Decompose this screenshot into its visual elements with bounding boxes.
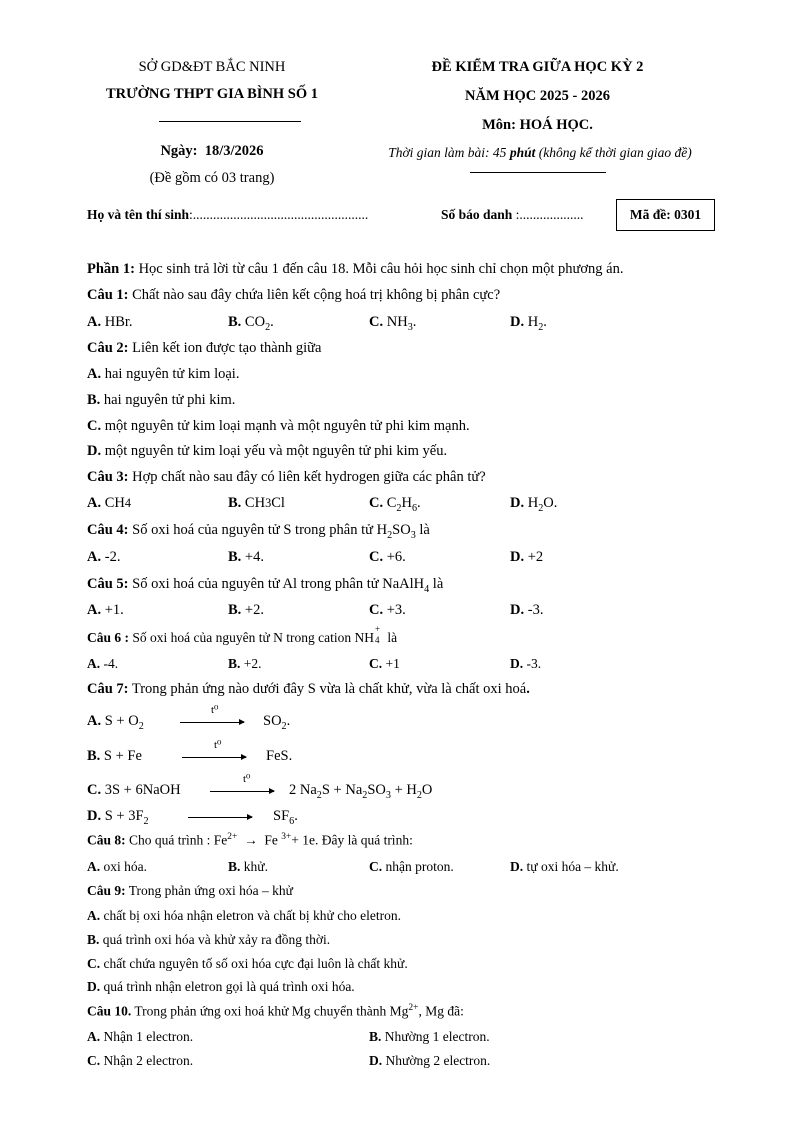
school-name: TRƯỜNG THPT GIA BÌNH SỐ 1	[105, 86, 319, 102]
exam-title: ĐỀ KIỂM TRA GIỮA HỌC KỲ 2	[431, 59, 644, 75]
q7b-product: FeS.	[266, 748, 293, 764]
q2-option-b: B. hai nguyên tử phi kim.	[87, 392, 236, 408]
q4-option-c: C. +6.	[369, 549, 406, 565]
q10-option-c: C. Nhận 2 electron.	[87, 1053, 194, 1068]
q8-option-c: C. nhận proton.	[369, 859, 454, 874]
q2-option-d: D. một nguyên tử kim loại yếu và một nguyên tử phi kim yếu.	[87, 443, 448, 459]
question-6: Câu 6 : Số oxi hoá của nguyên tử N trong cation NH + 4 là	[87, 624, 398, 645]
question-2: Câu 2: Liên kết ion được tạo thành giữa	[87, 340, 322, 356]
subject: Môn: HOÁ HỌC.	[482, 117, 593, 133]
q7a-product: $SO_2$.	[263, 713, 291, 732]
q8-option-d: D. tự oxi hóa – khử.	[510, 859, 619, 874]
q7a-arrow-icon	[180, 722, 244, 723]
question-1: Câu 1: Chất nào sau đây chứa liên kết cộng hoá trị không bị phân cực?	[87, 287, 501, 303]
q7d-arrow-icon	[188, 817, 252, 818]
q5-option-d: D. -3.	[510, 602, 544, 618]
exam-code-box: Mã đề: 0301	[616, 199, 715, 231]
q7-option-d: D. $S + 3F_2$	[87, 808, 149, 827]
question-7: Câu 7: Trong phản ứng nào dưới đây S vừa là chất khử, vừa là chất oxi hoá.	[87, 681, 530, 697]
q10-option-d: D. Nhường 2 electron.	[369, 1053, 491, 1068]
q4-option-b: B. +4.	[228, 549, 264, 565]
q7b-arrow-icon	[182, 757, 246, 758]
time-allowed: Thời gian làm bài: 45 phút (không kể thời gian giao đề)	[388, 145, 692, 160]
q8-option-a: A. oxi hóa.	[87, 859, 147, 874]
student-id-field: Số báo danh :...................	[441, 207, 584, 222]
pages-note: (Đề gồm có 03 trang)	[149, 170, 275, 186]
q9-option-a: A. chất bị oxi hóa nhận eletron và chất bị khử cho eletron.	[87, 908, 401, 923]
q6-option-d: D. -3.	[510, 656, 542, 671]
q9-option-b: B. quá trình oxi hóa và khử xảy ra đồng thời.	[87, 932, 331, 947]
student-name-field: Họ và tên thí sinh:....................................................	[87, 207, 369, 222]
q5-option-c: C. +3.	[369, 602, 406, 618]
q8-option-b: B. khử.	[228, 859, 268, 874]
q7-option-a: A. $S + O_2$	[87, 713, 144, 732]
q6-option-a: A. -4.	[87, 656, 119, 671]
q3-option-d: D. $H_2O$.	[510, 495, 558, 514]
q7c-product: 2 $Na_2S + Na_2SO_3 + H_2O$	[289, 782, 433, 801]
q7b-condition: t⁰	[214, 739, 222, 751]
header-right-underline	[470, 172, 606, 173]
q10-option-b: B. Nhường 1 electron.	[369, 1029, 490, 1044]
q5-option-b: B. +2.	[228, 602, 264, 618]
q2-option-c: C. một nguyên tử kim loại mạnh và một nguyên tử phi kim mạnh.	[87, 418, 470, 434]
q3-option-b: B. CH3Cl	[228, 495, 285, 511]
q1-option-a: A. HBr.	[87, 314, 133, 330]
dept-name: SỞ GD&ĐT BẮC NINH	[138, 59, 286, 75]
q6-option-b: B. +2.	[228, 656, 262, 671]
question-4: Câu 4: Số oxi hoá của nguyên tử S trong phân tử $H_2SO_3$ là	[87, 522, 430, 541]
q2-option-a: A. hai nguyên tử kim loại.	[87, 366, 240, 382]
q9-option-c: C. chất chứa nguyên tố số oxi hóa cực đại luôn là chất khử.	[87, 956, 408, 971]
q7c-arrow-icon	[210, 791, 274, 792]
part1-instruction: Phần 1: Học sinh trả lời từ câu 1 đến câu 18. Mỗi câu hỏi học sinh chỉ chọn một phương án.	[87, 261, 624, 277]
q3-option-c: C. $C_2H_6$.	[369, 495, 421, 514]
q7-option-c: C. 3S + 6NaOH	[87, 782, 181, 798]
q7c-condition: t⁰	[243, 773, 251, 785]
q7-option-b: B. S + Fe	[87, 748, 142, 764]
q1-option-b: B. $CO_2$.	[228, 314, 274, 333]
q3-option-a: A. CH4	[87, 495, 132, 511]
question-9: Câu 9: Trong phản ứng oxi hóa – khử	[87, 883, 293, 898]
q1-option-d: D. $H_2$.	[510, 314, 547, 333]
question-3: Câu 3: Hợp chất nào sau đây có liên kết hydrogen giữa các phân tử?	[87, 469, 486, 485]
q7d-product: $SF_6$.	[273, 808, 298, 827]
q4-option-d: D. +2	[510, 549, 544, 565]
q1-option-c: C. $NH_3$.	[369, 314, 417, 333]
question-8: Câu 8: Cho quá trình : $Fe^{2+} \to Fe$ $^{3+}$+ 1e. Đây là quá trình:	[87, 832, 413, 848]
q6-option-c: C. +1	[369, 656, 400, 671]
q4-option-a: A. -2.	[87, 549, 121, 565]
header-left-underline	[159, 121, 301, 122]
q9-option-d: D. quá trình nhận eletron gọi là quá trình oxi hóa.	[87, 979, 355, 994]
school-year: NĂM HỌC 2025 - 2026	[465, 88, 610, 104]
q7a-condition: t⁰	[211, 704, 219, 716]
question-5: Câu 5: Số oxi hoá của nguyên tử Al trong phân tử NaAlH$_4$ là	[87, 576, 444, 595]
q10-option-a: A. Nhận 1 electron.	[87, 1029, 194, 1044]
exam-date: Ngày: 18/3/2026	[160, 143, 264, 159]
q5-option-a: A. +1.	[87, 602, 124, 618]
question-10: Câu 10. Trong phản ứng oxi hoá khử Mg chuyển thành $Mg^{2+}$, Mg đã:	[87, 1003, 464, 1019]
